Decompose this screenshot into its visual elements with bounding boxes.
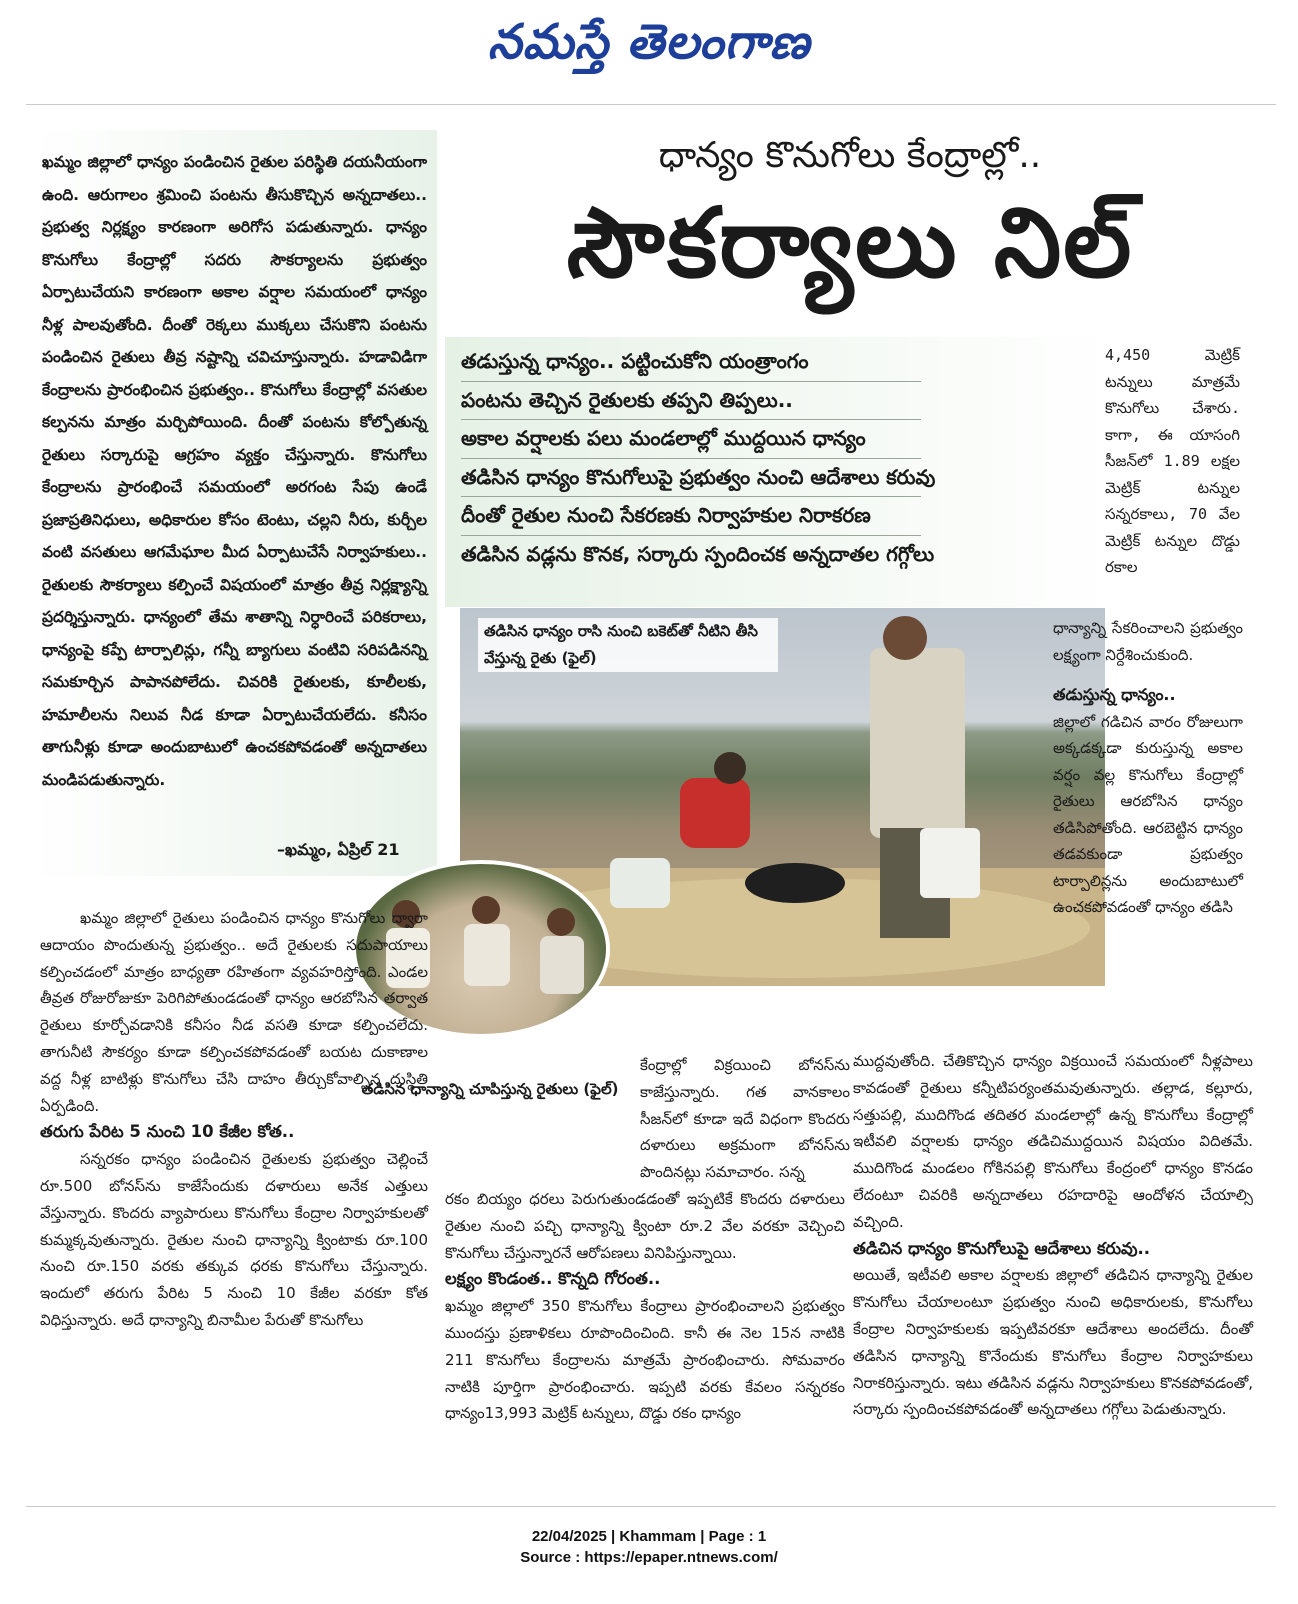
footer	[0, 1526, 1298, 1568]
masthead	[0, 14, 1298, 82]
main-photo-caption: తడిసిన ధాన్యం రాసి నుంచి బకెట్‌తో నీటిని తీసి వేస్తున్న రైతు (ఫైల్)	[478, 618, 778, 672]
headline: సౌకర్యాలు నిల్	[566, 187, 1134, 299]
right-column-middle	[1053, 615, 1243, 921]
kicker: ధాన్యం కొనుగోలు కేంద్రాల్లో..	[658, 135, 1042, 176]
column-3	[853, 1048, 1253, 1423]
col1-paragraph-2: సన్నరకం ధాన్యం పండించిన రైతులకు ప్రభుత్వం చెల్లించే రూ.500 బోనస్‌ను కాజేసేందుకు దళారులు అనేక ఎత్తులు వేస్తున్నారు. కొందరు వ్యాపారులు కొనుగోలు కేంద్రాల నిర్వాహకులతో కుమ్మక్కవుతున్నారు. రైతుల నుంచి ధాన్యాన్ని క్వింటాకు రూ.100 నుంచి రూ.150 వరకు తక్కువ ధరకు కొనుగోలు చేస్తున్నారు. ఇందులో తరుగు పేరిట 5 నుంచి 10 కేజీల వరకూ కోత విధిస్తున్నారు. అదే ధాన్యాన్ని బినామీల పేరుతో కొనుగోలు	[40, 1150, 428, 1329]
col2-paragraph-1: రకం బియ్యం ధరలు పెరుగుతుండడంతో ఇప్పటికే కొందరు దళారులు రైతుల నుంచి పచ్చి ధాన్యాన్ని క్వింటా రూ.2 వేల వరకూ వెచ్చించి కొనుగోలు చేస్తున్నారనే ఆరోపణలు వినిపిస్తున్నాయి.	[445, 1190, 845, 1262]
col2-paragraph-2: ఖమ్మం జిల్లాలో 350 కొనుగోలు కేంద్రాలు ప్రారంభించాలని ప్రభుత్వం ముందస్తు ప్రణాళికలు రూపొందించింది. కానీ ఈ నెల 15న నాటికి 211 కొనుగోలు కేంద్రాలను మాత్రమే ప్రారంభించారు. సోమవారం నాటికి పూర్తిగా ప్రారంభించారు. ఇప్పటి వరకు కేవలం సన్నరకం ధాన్యం13,993 మెట్రిక్ టన్నులు, దొడ్డు రకం ధాన్యం	[445, 1297, 845, 1423]
subhead: అకాల వర్షాలకు పలు మండలాల్లో ముద్దయిన ధాన్యం	[461, 420, 921, 459]
intro-text: ఖమ్మం జిల్లాలో ధాన్యం పండించిన రైతుల పరిస్థితి దయనీయంగా ఉంది. ఆరుగాలం శ్రమించి పంటను తీసుకొచ్చిన అన్నదాతలు.. ప్రభుత్వ నిర్లక్ష్యం కారణంగా అరిగోస పడుతున్నారు. ధాన్యం కొనుగోలు కేంద్రాల్లో సదరు సౌకర్యాలను ప్రభుత్వం ఏర్పాటుచేయని కారణంగా అకాల వర్షాల సమయంలో ధాన్యం నీళ్ల పాలవుతోంది. దీంతో రెక్కలు ముక్కలు చేసుకొని పంటను పండించిన రైతులు తీవ్ర నష్టాన్ని చవిచూస్తున్నారు. హడావిడిగా కేంద్రాలను ప్రారంభించిన ప్రభుత్వం.. కొనుగోలు కేంద్రాల్లో వసతుల కల్పనను మాత్రం మర్చిపోయింది. దీంతో పంటను కోల్పోతున్న రైతులు సర్కారుపై ఆగ్రహం వ్యక్తం చేస్తున్నారు. కొనుగోలు కేంద్రాలను ప్రారంభించే సమయంలో అరగంట సేపు ఉండే ప్రజాప్రతినిధులు, అధికారుల కోసం టెంటు, చల్లని నీరు, కుర్చీల వంటి వసతులు ఆగమేఘాల మీద ఏర్పాటుచేసే నిర్వాహకులు.. రైతులకు సౌకర్యాలు కల్పించే విషయంలో మాత్రం తీవ్ర నిర్లక్ష్యాన్ని ప్రదర్శిస్తున్నారు. ధాన్యంలో తేమ శాతాన్ని నిర్ధారించే పరికరాలు, ధాన్యంపై కప్పే టార్పాలిన్లు, గన్నీ బ్యాగులు వంటివి సరిపడినన్ని సమకూర్చిన పాపానపోలేదు. చివరికి రైతులకు, కూలీలకు, హమాలీలను నిలువ నీడ కూడా ఏర్పాటుచేయలేదు. కనీసం తాగునీళ్లు కూడా అందుబాటులో ఉంచకపోవడంతో అన్నదాతలు మండిపడుతున్నారు.	[42, 153, 427, 789]
col3-paragraph-2: అయితే, ఇటీవలి అకాల వర్షాలకు జిల్లాలో తడిచిన ధాన్యాన్ని రైతుల కొనుగోలు చేయాలంటూ ప్రభుత్వం నుంచి అధికారులకు, కొనుగోలు కేంద్రాల నిర్వాహకులకు ఇప్పటివరకూ ఆదేశాలు అందలేదు. దీంతో తడిసిన ధాన్యాన్ని కొనేందుకు కొనుగోలు కేంద్రాల నిర్వాహకులు నిరాకరిస్తున్నారు. ఇటు తడిసిన వడ్లను నిర్వాహకులు కొనకపోవడంతో, సర్కారు స్పందించకపోవడంతో అన్నదాతలు గగ్గోలు పెడుతున్నారు.	[853, 1266, 1253, 1419]
section-heading: తడిచిన ధాన్యం కొనుగోలుపై ఆదేశాలు కరువు..	[853, 1238, 1151, 1258]
column-1	[40, 905, 428, 1334]
col3-paragraph-1: ముద్దవుతోంది. చేతికొచ్చిన ధాన్యం విక్రయించే సమయంలో నీళ్లపాలు కావడంతో రైతులు కన్నీటిపర్యంతమవుతున్నారు. తల్లాడ, కల్లూరు, సత్తుపల్లి, ముదిగొండ తదితర మండలాల్లో ఉన్న కొనుగోలు కేంద్రాల్లో ఇటీవలి వర్షాలకు ధాన్యం తడిచిముద్దయిన విషయం విదితమే. ముదిగొండ మండలం గోకినపల్లి కొనుగోలు కేంద్రంలో ధాన్యం కొనడం లేదంటూ చివరికి అన్నదాతలు రహదారిపై ఆందోళన చేయాల్సి వచ్చింది.	[853, 1052, 1253, 1231]
footer-edition: 22/04/2025 | Khammam | Page : 1	[531, 1528, 767, 1545]
right-mid-text-1: ధాన్యాన్ని సేకరించాలని ప్రభుత్వం లక్ష్యంగా నిర్దేశించుకుంది.	[1053, 619, 1243, 664]
footer-source: Source : https://epaper.ntnews.com/	[520, 1549, 778, 1566]
section-heading: లక్ష్యం కొండంత.. కొన్నది గోరంత..	[445, 1269, 661, 1289]
circle-photo-caption: తడిసిన ధాన్యాన్ని చూపిస్తున్న రైతులు (ఫైల్)	[361, 1080, 619, 1098]
dateline: –ఖమ్మం, ఏప్రిల్ 21	[277, 840, 400, 859]
section-heading: తరుగు పేరిట 5 నుంచి 10 కేజీల కోత..	[40, 1122, 295, 1142]
subhead: పంటను తెచ్చిన రైతులకు తప్పని తిప్పలు..	[461, 382, 921, 421]
right-mid-text-2: జిల్లాలో గడిచిన వారం రోజులుగా అక్కడక్కడా కురుస్తున్న అకాల వర్షం వల్ల కొనుగోలు కేంద్రాల్లో రైతులు ఆరబోసిన ధాన్యం తడిసిపోతోంది. ఆరబెట్టిన ధాన్యం తడవకుండా ప్రభుత్వం టార్పాలిన్లను అందుబాటులో ఉంచకపోవడంతో ధాన్యం తడిసి	[1053, 712, 1243, 916]
subhead: తడిసిన వడ్లను కొనక, సర్కారు స్పందించక అన్నదాతల గగ్గోలు	[461, 541, 935, 566]
col1-paragraph-1: ఖమ్మం జిల్లాలో రైతులు పండించిన ధాన్యం కొనుగోలు ద్వారా ఆదాయం పొందుతున్న ప్రభుత్వం.. అదే రైతులకు సదుపాయాలు కల్పించడంలో మాత్రం బాధ్యతా రహితంగా వ్యవహరిస్తోంది. ఎండల తీవ్రత రోజురోజుకూ పెరిగిపోతుండడంతో ధాన్యం ఆరబోసిన తర్వాత రైతులు కూర్చోవడానికి కనీసం నీడ వసతి కూడా కల్పించలేదు. తాగునీటి సౌకర్యం కూడా కల్పించకపోవడంతో బయట దుకాణాల వద్ద నీళ్ల బాటిళ్లు కొనుగోలు చేసి దాహం తీర్చుకోవాల్సిన దుస్థితి ఏర్పడింది.	[40, 909, 428, 1115]
intro-box	[32, 130, 437, 876]
subhead: తడుస్తున్న ధాన్యం.. పట్టించుకోని యంత్రాంగం	[461, 343, 921, 382]
masthead-title: నమస్తే తెలంగాణ	[487, 14, 811, 70]
subhead: తడిసిన ధాన్యం కొనుగోలుపై ప్రభుత్వం నుంచి ఆదేశాలు కరువు	[461, 459, 921, 498]
subhead: దీంతో రైతుల నుంచి సేకరణకు నిర్వాహకుల నిరాకరణ	[461, 497, 921, 536]
right-column-top: 4,450 మెట్రిక్ టన్నులు మాత్రమే కొనుగోలు చేశారు. కాగా, ఈ యాసంగి సీజన్‌లో 1.89 లక్షల మెట్రిక్ టన్నుల సన్నరకాలు, 70 వేల మెట్రిక్ టన్నుల దొడ్డు రకాల	[1105, 346, 1240, 576]
subheads	[445, 337, 1110, 607]
section-heading: తడుస్తున్న ధాన్యం..	[1053, 685, 1176, 704]
column-2-top: కేంద్రాల్లో విక్రయించి బోనస్‌ను కాజేస్తున్నారు. గత వానకాలం సీజన్‌లో కూడా ఇదే విధంగా కొందరు దళారులు అక్రమంగా బోనస్‌ను పొందినట్లు సమాచారం. సన్న	[640, 1056, 850, 1182]
column-2	[445, 1186, 845, 1427]
